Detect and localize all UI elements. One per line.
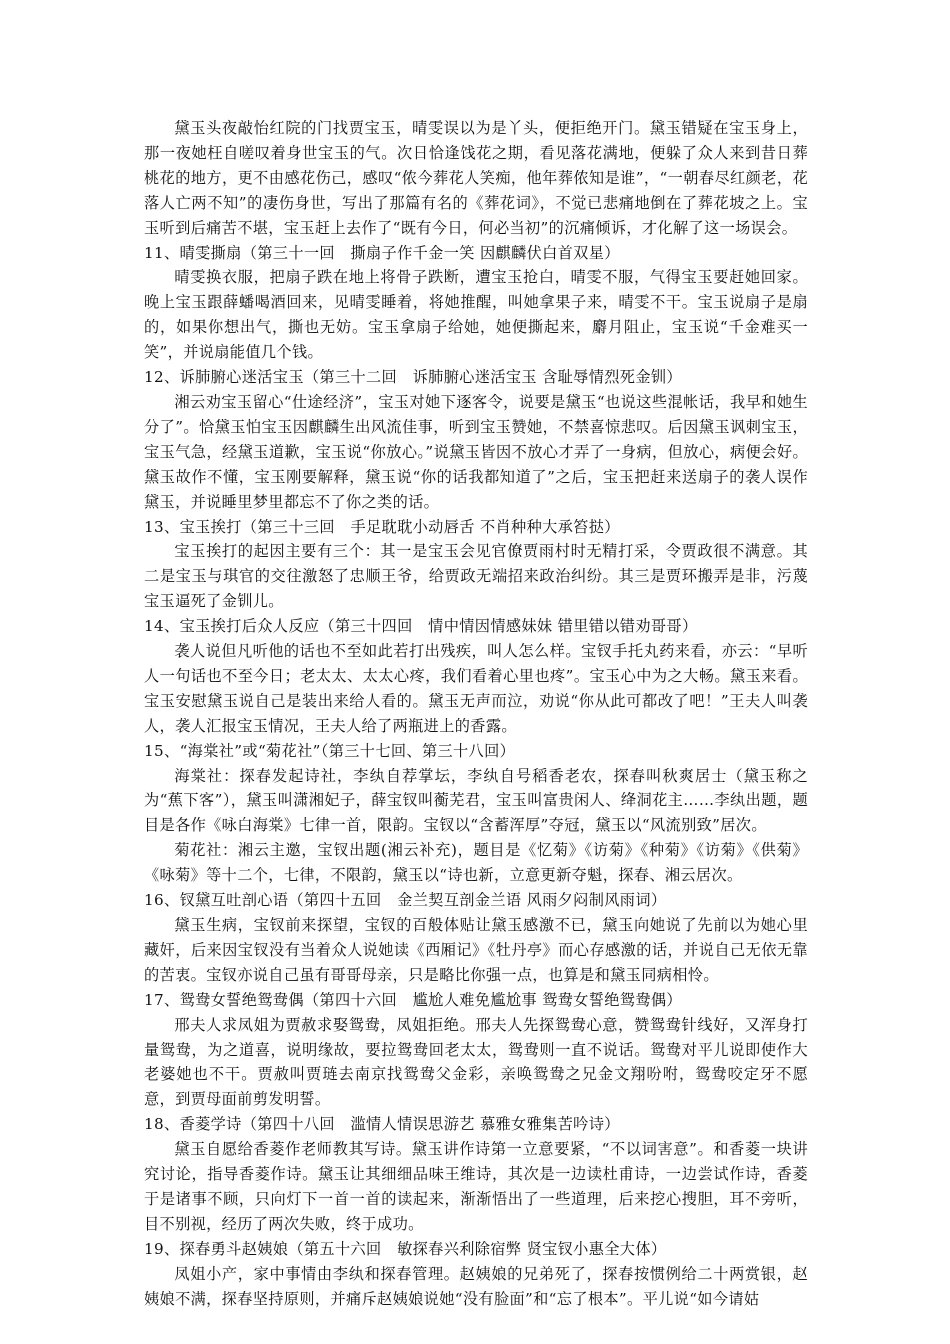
section-heading: 19、探春勇斗赵姨娘（第五十六回 敏探春兴利除宿弊 贤宝钗小惠全大体）	[144, 1239, 667, 1258]
section-heading: 17、鸳鸯女誓绝鸳鸯偶（第四十六回 尴尬人难免尴尬事 鸳鸯女誓绝鸳鸯偶）	[144, 990, 682, 1009]
section-heading: 11、晴雯撕扇（第三十一回 撕扇子作千金一笑 因麒麟伏白首双星）	[144, 243, 620, 262]
paragraph: 湘云劝宝玉留心“仕途经济”，宝玉对她下逐客令，说要是黛玉“也说这些混帐话，我早和她生分了”。恰黛玉怕宝玉因麒麟生出风流佳事，听到宝玉赞她，不禁喜惊悲叹。后因黛玉讽刺宝玉，宝玉气急，经黛玉道歉，宝玉说“你放心。”说黛玉皆因不放心才弄了一身病，但放心，病便会好。黛玉故作不懂，宝玉刚要解释，黛玉说“你的话我都知道了”之后，宝玉把赶来送扇子的袭人误作黛玉，并说睡里梦里都忘不了你之类的话。	[144, 392, 808, 511]
paragraph: 海棠社：探春发起诗社，李纨自荐掌坛，李纨自号稻香老农，探春叫秋爽居士（黛玉称之为“蕉下客”），黛玉叫潇湘妃子，薛宝钗叫蘅芜君，宝玉叫富贵闲人、绛洞花主……李纨出题，题目是各作《咏白海棠》七律一首，限韵。宝钗以“含蓄浑厚”夺冠，黛玉以“风流别致”居次。	[144, 766, 808, 835]
section-heading: 13、宝玉挨打（第三十三回 手足耽耽小动唇舌 不肖种种大承笞挞）	[144, 517, 620, 536]
paragraph: 晴雯换衣服，把扇子跌在地上将骨子跌断，遭宝玉抢白，晴雯不服，气得宝玉要赶她回家。晚上宝玉跟薛蟠喝酒回来，见晴雯睡着，将她推醒，叫她拿果子来，晴雯不干。宝玉说扇子是扇的，如果你想出气，撕也无妨。宝玉拿扇子给她，她便撕起来，麝月阻止，宝玉说“千金难买一笑”，并说扇能值几个钱。	[144, 268, 808, 362]
paragraph: 宝玉挨打的起因主要有三个：其一是宝玉会见官僚贾雨村时无精打采，令贾政很不满意。其二是宝玉与琪官的交往激怒了忠顺王爷，给贾政无端招来政治纠纷。其三是贾环搬弄是非，污蔑宝玉逼死了金钏儿。	[144, 542, 808, 611]
section-heading: 15、“海棠社”或“菊花社”（第三十七回、第三十八回）	[144, 741, 516, 760]
paragraph: 菊花社：湘云主邀，宝钗出题(湘云补充)，题目是《忆菊》《访菊》《种菊》《访菊》《供菊》《咏菊》等十二个，七律，不限韵，黛玉以“诗也新，立意更新夺魁，探春、湘云居次。	[144, 841, 808, 885]
paragraph: 黛玉生病，宝钗前来探望，宝钗的百般体贴让黛玉感激不已，黛玉向她说了先前以为她心里藏奸，后来因宝钗没有当着众人说她读《西厢记》《牡丹亭》而心存感激的话，并说自己无依无靠的苦衷。宝钗亦说自己虽有哥哥母亲，只是略比你强一点，也算是和黛玉同病相怜。	[144, 916, 808, 984]
paragraph: 邢夫人求凤姐为贾赦求娶鸳鸯，凤姐拒绝。邢夫人先探鸳鸯心意，赞鸳鸯针线好，又浑身打量鸳鸯，为之道喜，说明缘故，要拉鸳鸯回老太太，鸳鸯则一直不说话。鸳鸯对平儿说即使作大老婆她也不干。贾赦叫贾琏去南京找鸳鸯父金彩，亲唤鸳鸯之兄金文翔吩咐，鸳鸯咬定牙不愿意，到贾母面前剪发明誓。	[144, 1015, 808, 1109]
section-heading: 16、钗黛互吐剖心语（第四十五回 金兰契互剖金兰语 风雨夕闷制风雨词）	[144, 891, 667, 910]
section-heading: 18、香菱学诗（第四十八回 滥情人情误思游艺 慕雅女雅集苦吟诗）	[144, 1115, 620, 1134]
section-heading: 12、诉肺腑心迷活宝玉（第三十二回 诉肺腑心迷活宝玉 含耻辱情烈死金钏）	[144, 368, 682, 387]
document-page	[144, 116, 808, 1312]
paragraph: 凤姐小产，家中事情由李纨和探春管理。赵姨娘的兄弟死了，探春按惯例给二十两赏银，赵姨娘不满，探春坚持原则，并痛斥赵姨娘说她“没有脸面”和“忘了根本”。平儿说“如今请姑	[144, 1264, 808, 1308]
paragraph: 黛玉自愿给香菱作老师教其写诗。黛玉讲作诗第一立意要紧，“不以词害意”。和香菱一块讲究讨论，指导香菱作诗。黛玉让其细细品味王维诗，其次是一边读杜甫诗，一边尝试作诗，香菱于是诸事不顾，只向灯下一首一首的读起来，渐渐悟出了一些道理，后来挖心搜胆，耳不旁听，目不别视，经历了两次失败，终于成功。	[144, 1140, 808, 1233]
paragraph: 袭人说但凡听他的话也不至如此若打出残疾，叫人怎么样。宝钗手托丸药来看，亦云：“早听人一句话也不至今日；老太太、太太心疼，我们看着心里也疼”。宝玉心中为之大畅。黛玉来看。宝玉安慰黛玉说自己是装出来给人看的。黛玉无声而泣，劝说“你从此可都改了吧！”王夫人叫袭人，袭人汇报宝玉情况，王夫人给了两瓶进上的香露。	[144, 642, 808, 735]
paragraph: 黛玉头夜敲怡红院的门找贾宝玉，晴雯误以为是丫头，便拒绝开门。黛玉错疑在宝玉身上，那一夜她枉自嗟叹着身世宝玉的气。次日恰逢饯花之期，看见落花满地，便躲了众人来到昔日葬桃花的地方，更不由感花伤己，感叹“侬今葬花人笑痴，他年葬侬知是谁”，“一朝春尽红颜老，花落人亡两不知”的凄伤身世，写出了那篇有名的《葬花词》，不觉已悲痛地倒在了葬花坡之上。宝玉听到后痛苦不堪，宝玉赶上去作了“既有今日，何必当初”的沉痛倾诉，才化解了这一场误会。	[144, 119, 808, 237]
section-heading: 14、宝玉挨打后众人反应（第三十四回 情中情因情感妹妹 错里错以错劝哥哥）	[144, 617, 698, 636]
